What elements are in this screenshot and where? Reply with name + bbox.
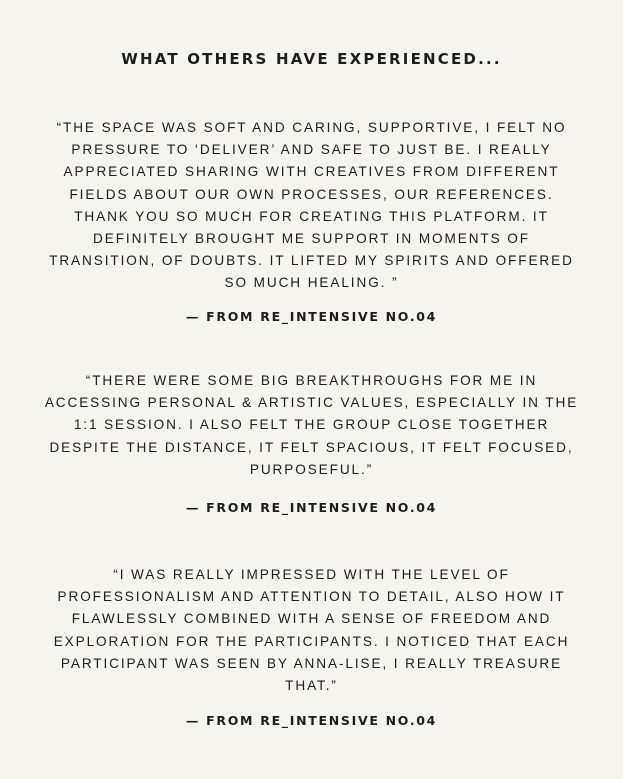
page-title: WHAT OTHERS HAVE EXPERIENCED... <box>121 50 502 68</box>
testimonial-quote: “THERE WERE SOME BIG BREAKTHROUGHS FOR ME IN ACCESSING PERSONAL & ARTISTIC VALUES, ESPECIALLY IN THE 1:1 SESSION. I ALSO FELT THE GROUP CLOSE TOGETHER DESPITE THE DISTANCE, IT FELT SPACIOUS, IT FELT FOCUSED, PURPOSEFUL.” <box>44 373 579 477</box>
testimonial-3 <box>40 564 583 728</box>
testimonial-1 <box>40 117 583 324</box>
testimonial-2 <box>40 370 583 515</box>
testimonial-attribution: — FROM RE_INTENSIVE NO.04 <box>185 309 438 324</box>
testimonial-attribution: — FROM RE_INTENSIVE NO.04 <box>185 500 438 515</box>
testimonial-quote: “THE SPACE WAS SOFT AND CARING, SUPPORTIVE, I FELT NO PRESSURE TO ‘DELIVER’ AND SAFE TO JUST BE. I REALLY APPRECIATED SHARING WITH CREATIVES FROM DIFFERENT FIELDS ABOUT OUR OWN PROCESSES, OUR REFERENCES. THANK YOU SO MUCH FOR CREATING THIS PLATFORM. IT DEFINITELY BROUGHT ME SUPPORT IN MOMENTS OF TRANSITION, OF DOUBTS. IT LIFTED MY SPIRITS AND OFFERED SO MUCH HEALING. ” <box>49 120 574 291</box>
testimonial-quote: “I WAS REALLY IMPRESSED WITH THE LEVEL OF PROFESSIONALISM AND ATTENTION TO DETAIL, ALSO HOW IT FLAWLESSLY COMBINED WITH A SENSE OF FREEDOM AND EXPLORATION FOR THE PARTICIPANTS. I NOTICED THAT EACH PARTICIPANT WAS SEEN BY ANNA-LISE, I REALLY TREASURE THAT.” <box>53 567 570 694</box>
testimonial-attribution: — FROM RE_INTENSIVE NO.04 <box>185 713 438 728</box>
